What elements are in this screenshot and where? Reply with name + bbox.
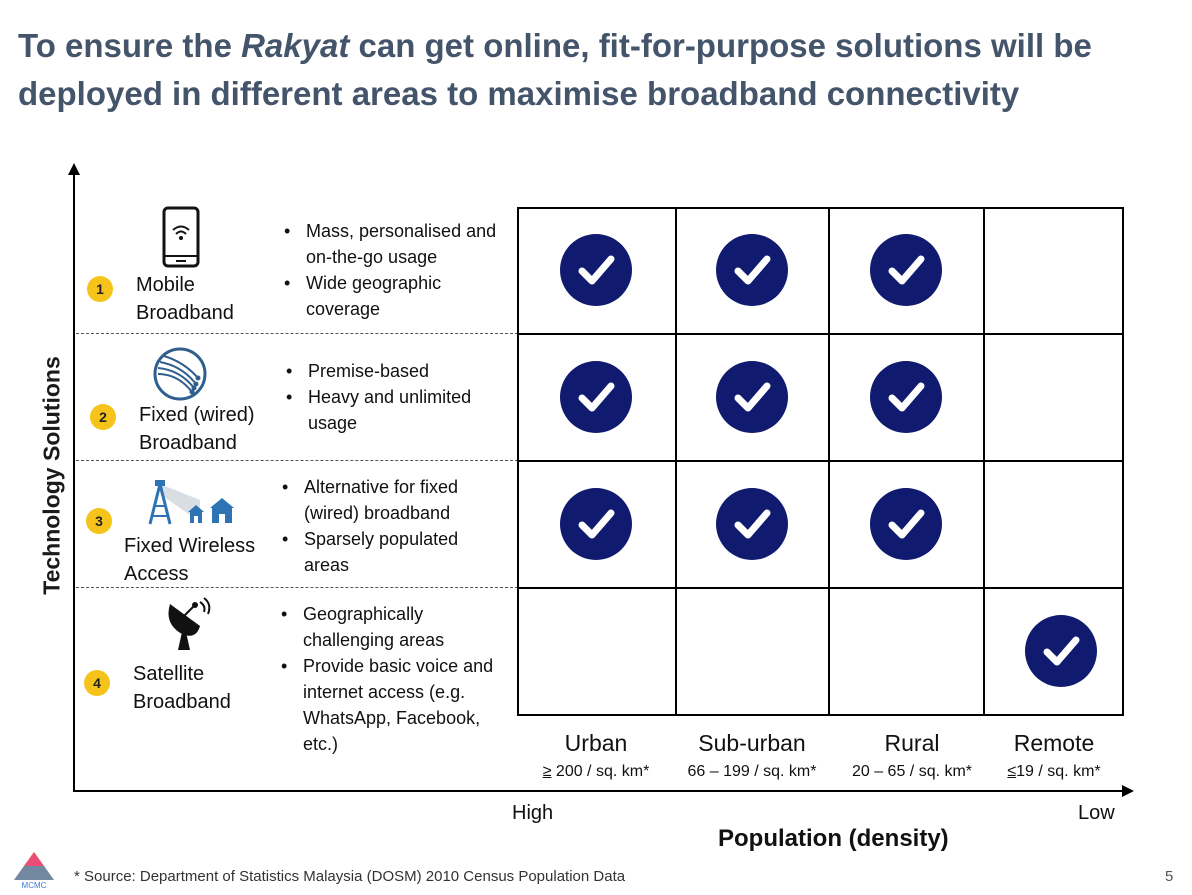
page-number: 5 [1165,868,1174,885]
density-symbol: ≤ [1007,763,1017,780]
grid-line [517,460,1124,462]
source-footnote: * Source: Department of Statistics Malaysia (DOSM) 2010 Census Population Data [74,868,626,885]
grid-line [517,333,1124,335]
bullet-item: • Heavy and unlimited usage [282,384,504,436]
x-axis-title: Population (density) [718,825,949,852]
tech-bullets-mobile [280,218,500,322]
area-density-suburban [676,763,828,781]
x-axis-high-label: High [512,802,554,824]
bullet-item: • Wide geographic coverage [280,270,500,322]
check-icon [716,234,788,306]
bullet-item: • Geographically challenging areas [277,601,502,653]
tech-name-line: Fixed (wired) [139,404,255,426]
check-icon [560,234,632,306]
bullet-item: • Mass, personalised and on-the-go usage [280,218,500,270]
number-badge: 2 [90,404,116,430]
tech-name-line: Broadband [133,691,231,713]
area-label-suburban: Sub-urban [698,730,806,756]
tech-name-line: Broadband [139,432,237,454]
check-icon [716,361,788,433]
y-axis-label: Technology Solutions [38,356,65,595]
title-italic: Rakyat [241,27,350,64]
page-title [18,22,1178,118]
density-symbol: ≥ [542,763,552,780]
smartphone-icon [162,206,200,273]
tech-name-line: Mobile [136,274,195,296]
density-value: 200 / sq. km* [551,763,650,780]
number-badge: 1 [87,276,113,302]
area-label-rural: Rural [884,730,940,756]
area-label-remote: Remote [1013,730,1095,756]
bullet-item: • Premise-based [282,358,504,384]
check-icon [1025,615,1097,687]
grid-line [517,587,1124,589]
x-axis-arrow [1122,785,1134,797]
tech-name-satellite [133,660,231,716]
logo-text: MCMC [21,881,47,890]
mcmc-logo [8,850,60,895]
tech-name-line: Satellite [133,663,205,685]
x-axis-line [74,790,1124,792]
tech-name-line: Access [124,563,189,585]
area-density-remote [978,763,1130,781]
number-badge: 4 [84,670,110,696]
row-divider [76,333,518,334]
tech-name-line: Broadband [136,302,234,324]
area-label-urban: Urban [564,730,628,756]
number-badge: 3 [86,508,112,534]
row-divider [76,460,518,461]
title-prefix: To ensure the [18,27,242,64]
area-density-urban [520,763,672,781]
tech-bullets-fixed-wired [282,358,504,436]
check-icon [870,361,942,433]
check-icon [870,234,942,306]
y-axis-line [73,172,75,792]
tech-name-fixed-wireless [124,532,255,588]
satellite-dish-icon [160,594,218,657]
check-icon [870,488,942,560]
tech-bullets-satellite [277,601,502,757]
x-axis-low-label: Low [1078,802,1115,824]
tech-bullets-fixed-wireless [278,474,506,578]
check-icon [560,361,632,433]
density-value: 19 / sq. km* [1016,763,1101,780]
wireless-tower-icon [140,478,240,531]
bullet-item: • Alternative for fixed (wired) broadband [278,474,506,526]
y-axis-arrow [68,163,80,175]
area-density-rural [836,763,988,781]
fiber-optic-icon [152,346,208,407]
density-value: 20 – 65 / sq. km* [851,763,973,780]
tech-name-line: Fixed Wireless [124,535,256,557]
title-suffix: can get online, fit-for-purpose solutions will be deployed in different areas to maximise broadband connectivity [18,27,1092,112]
tech-name-fixed-wired [139,401,255,457]
check-icon [716,488,788,560]
bullet-item: • Provide basic voice and internet access (e.g. WhatsApp, Facebook, etc.) [277,653,502,757]
density-value: 66 – 199 / sq. km* [687,763,817,780]
check-icon [560,488,632,560]
bullet-item: • Sparsely populated areas [278,526,506,578]
tech-name-mobile [136,271,234,327]
